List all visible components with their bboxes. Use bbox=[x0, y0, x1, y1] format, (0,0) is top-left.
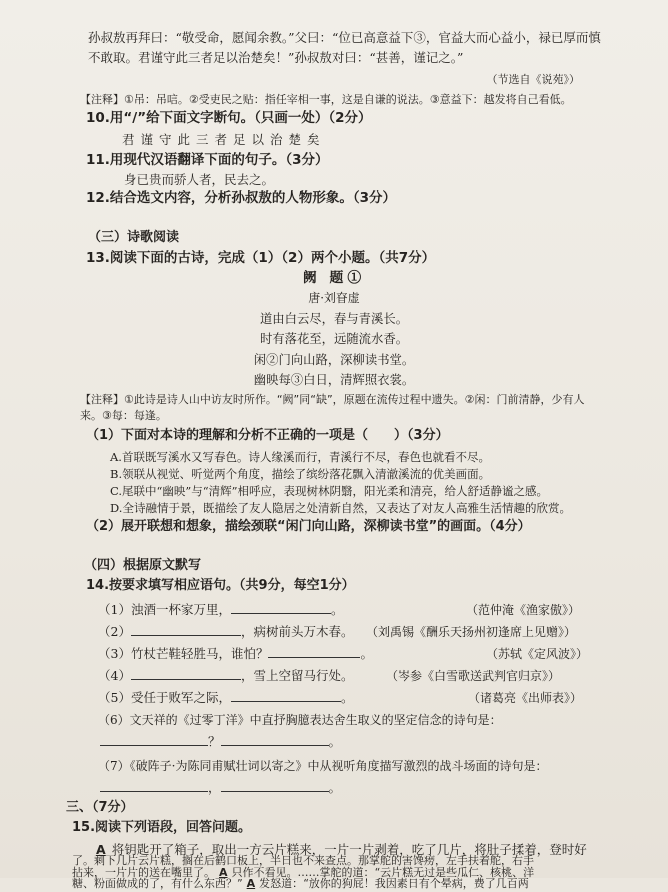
recite-item-5-pre: 受任于败军之际， bbox=[130, 690, 231, 705]
passage-line-1: 孙叔敖再拜曰：“敬受命，愿闻余教。”父曰：“位已高意益下③，官益大而心益小，禄已厚而慎 bbox=[88, 30, 601, 45]
question-11-label: 11.用现代汉语翻译下面的句子。（3分） bbox=[86, 152, 329, 168]
recite-item-5-source: （诸葛亮《出师表》） bbox=[468, 691, 583, 705]
recite-item-3-num: （3） bbox=[98, 646, 131, 661]
recite-item-6-sep: ？ bbox=[208, 734, 221, 749]
recite-item-1 bbox=[98, 602, 343, 618]
recite-blank-4[interactable] bbox=[131, 668, 241, 680]
blank-letter-a-1: A bbox=[96, 842, 106, 857]
recite-item-4 bbox=[98, 668, 353, 684]
recite-item-7-sep: ， bbox=[208, 780, 221, 795]
poem-line-2: 时有落花至，远随流水香。 bbox=[259, 332, 409, 346]
recite-item-1-post: 。 bbox=[330, 602, 344, 617]
poem-note-line-1: 【注释】①此诗是诗人山中访友时所作。“阙”同“缺”，原题在流传过程中遗失。②闲：门前清静，少有人 bbox=[80, 393, 585, 406]
recite-blank-3[interactable] bbox=[268, 646, 360, 658]
passage-line-2: 不敢取。君谨守此三者足以治楚矣！”孙叔敖对曰：“甚善，谨记之。” bbox=[88, 50, 464, 65]
recite-blank-2[interactable] bbox=[131, 624, 241, 636]
recite-item-3-pre: 竹杖芒鞋轻胜马，谁怕？ bbox=[130, 646, 269, 661]
recite-item-6-answer bbox=[100, 734, 341, 750]
recite-item-7-answer bbox=[100, 780, 341, 796]
recite-item-5-num: （5） bbox=[98, 690, 131, 705]
recite-item-2-post: ，病树前头万木春。 bbox=[240, 624, 354, 639]
recite-item-2-num: （2） bbox=[98, 624, 131, 639]
recite-item-3-source: （苏轼《定风波》） bbox=[486, 647, 589, 661]
poem-line-1: 道由白云尽，春与青溪长。 bbox=[259, 312, 409, 326]
question-13-sub-2: （2）展开联想和想象，描绘颈联“闲门向山路，深柳读书堂”的画面。（4分） bbox=[86, 519, 531, 534]
option-d: D.全诗融情于景，既描绘了友人隐居之处清新自然，又表达了对友人高雅生活情趣的欣赏。 bbox=[110, 501, 571, 515]
blank-letter-a-3: A bbox=[246, 877, 256, 890]
section-4-heading: （四）根据原文默写 bbox=[84, 558, 202, 573]
passage-15-line-1-text: 将钥匙开了箱子，取出一方云片糕来，一片一片剥着，吃了几片，将肚子揉着，登时好 bbox=[111, 842, 587, 857]
passage-source: （节选自《说苑》） bbox=[486, 73, 580, 86]
part-3-heading: 三、（7分） bbox=[66, 800, 134, 815]
passage-15-line-4b: 发怒道：“放你的狗屁！我因素日有个晕病，费了几百两 bbox=[259, 877, 529, 890]
recite-blank-1[interactable] bbox=[231, 602, 331, 614]
question-15-label: 15.阅读下列语段，回答问题。 bbox=[72, 820, 252, 835]
recite-item-6-prompt: （6）文天祥的《过零丁洋》中直抒胸臆表达舍生取义的坚定信念的诗句是： bbox=[98, 713, 502, 727]
recite-item-4-source: （岑参《白雪歌送武判官归京》） bbox=[386, 669, 561, 683]
poem-author: 唐·刘眘虚 bbox=[308, 291, 360, 305]
passage-15-line-4 bbox=[72, 876, 529, 892]
question-10-text: 君谨守此三者足以治楚矣 bbox=[122, 132, 326, 147]
recite-blank-6a[interactable] bbox=[100, 734, 208, 746]
recite-blank-7a[interactable] bbox=[100, 780, 208, 792]
recite-item-3-post: 。 bbox=[360, 646, 373, 661]
poem-note-line-2: 来。③每：每逢。 bbox=[80, 409, 167, 422]
option-c: C.尾联中“幽映”与“清辉”相呼应，表现树林阴翳，阳光柔和清亮，给人舒适静谧之感。 bbox=[110, 484, 549, 498]
question-12-label: 12.结合选文内容，分析孙叔敖的人物形象。（3分） bbox=[86, 190, 397, 206]
question-10-label: 10.用“/”给下面文字断句。（只画一处）（2分） bbox=[86, 110, 372, 126]
recite-item-5 bbox=[98, 690, 353, 706]
question-11-text: 身已贵而骄人者，民去之。 bbox=[124, 172, 275, 187]
question-14-label: 14.按要求填写相应语句。（共9分，每空1分） bbox=[86, 578, 355, 593]
passage-15-line-2: 了。剩下几片云片糕，搁在后鹤口板上，半日也不来查点。那掌舵的害馋痨，左手扶着舵，右手 bbox=[72, 854, 534, 867]
recite-item-4-post: ，雪上空留马行处。 bbox=[240, 668, 354, 683]
recite-blank-6b[interactable] bbox=[221, 734, 329, 746]
poem-title: 阙 题① bbox=[302, 270, 366, 286]
recite-item-1-num: （1） bbox=[98, 602, 131, 617]
recite-item-2 bbox=[98, 624, 353, 640]
question-13-sub-1: （1）下面对本诗的理解和分析不正确的一项是（ ）（3分） bbox=[86, 428, 449, 443]
passage-15-line-3a: 拈来，一片片的送在嘴里了。 bbox=[72, 866, 215, 879]
poem-line-3: 闲②门向山路，深柳读书堂。 bbox=[253, 353, 415, 367]
recite-item-5-post: 。 bbox=[340, 690, 354, 705]
blank-letter-a-2: A bbox=[219, 866, 228, 879]
recite-item-4-num: （4） bbox=[98, 668, 131, 683]
recite-item-1-source: （范仲淹《渔家傲》） bbox=[466, 603, 581, 617]
poem-line-4: 幽映每③白日，清辉照衣裳。 bbox=[253, 373, 415, 387]
recite-item-2-source: （刘禹锡《酬乐天扬州初逢席上见赠》） bbox=[366, 625, 577, 639]
passage-15-line-4a: 糖、粉面做成的了，有什么东西？” bbox=[72, 877, 243, 890]
recite-item-3 bbox=[98, 646, 373, 662]
option-a: A.首联既写溪水又写春色。诗人缘溪而行，青溪行不尽，春色也就看不尽。 bbox=[110, 450, 490, 464]
passage-15-line-3b: 只作不看见。……掌舵的道：“云片糕无过是些瓜仁、核桃、洋 bbox=[231, 866, 535, 879]
recite-item-7-end: 。 bbox=[328, 780, 342, 795]
recite-blank-7b[interactable] bbox=[221, 780, 329, 792]
recite-item-6-end: 。 bbox=[328, 734, 342, 749]
section-3-heading: （三）诗歌阅读 bbox=[88, 230, 180, 245]
recite-item-7-prompt: （7）《破阵子·为陈同甫赋壮词以寄之》中从视听角度描写激烈的战斗场面的诗句是： bbox=[98, 759, 548, 773]
option-b: B.领联从视觉、听觉两个角度，描绘了缤纷落花飘入清澈溪流的优美画面。 bbox=[110, 467, 491, 481]
recite-blank-5[interactable] bbox=[231, 690, 341, 702]
recite-item-1-pre: 浊酒一杯家万里， bbox=[130, 602, 231, 617]
question-13-label: 13.阅读下面的古诗，完成（1）（2）两个小题。（共7分） bbox=[86, 250, 436, 266]
passage-note: 【注释】①吊：吊唁。②受吏民之贴：指任宰相一事，这是自谦的说法。③意益下：越发将自己看低。 bbox=[80, 93, 572, 106]
